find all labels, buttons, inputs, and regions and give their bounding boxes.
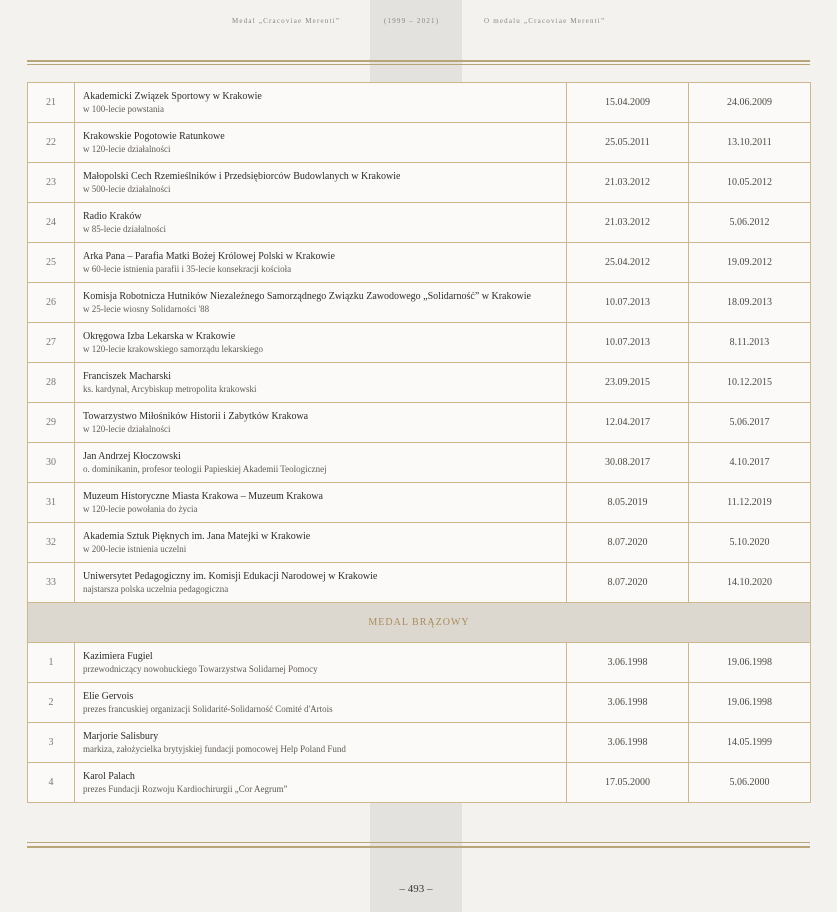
recipient-note: w 200-lecie istnienia uczelni (83, 544, 187, 554)
recipient-note: przewodniczący nowohuckiego Towarzystwa Solidarnej Pomocy (83, 664, 318, 674)
recipient-name: Radio Kraków (83, 211, 142, 222)
recipient-note: markiza, założycielka brytyjskiej fundacji pomocowej Help Poland Fund (83, 744, 346, 754)
recipient-note: prezes Fundacji Rozwoju Kardiochirurgii „Cor Aegrum” (83, 784, 288, 794)
recipient-name: Komisja Robotnicza Hutników Niezależnego Samorządnego Związku Zawodowego „Solidarność” w Krakowie (83, 291, 531, 302)
table-row (28, 243, 811, 283)
award-date: 5.06.2012 (689, 203, 811, 243)
row-number: 31 (28, 483, 75, 523)
resolution-date: 15.04.2009 (567, 83, 689, 123)
table-section (28, 603, 811, 643)
award-date: 10.12.2015 (689, 363, 811, 403)
row-number: 4 (28, 763, 75, 803)
recipient-name: Franciszek Macharski (83, 371, 172, 382)
row-description (75, 323, 567, 363)
table-row (28, 643, 811, 683)
recipient-note: w 100-lecie powstania (83, 104, 164, 114)
table-row (28, 723, 811, 763)
recipient-name: Towarzystwo Miłośników Historii i Zabytków Krakowa (83, 411, 309, 422)
row-number: 30 (28, 443, 75, 483)
award-date: 5.06.2017 (689, 403, 811, 443)
table-row (28, 163, 811, 203)
award-date: 24.06.2009 (689, 83, 811, 123)
recipient-note: najstarsza polska uczelnia pedagogiczna (83, 584, 229, 594)
row-number: 26 (28, 283, 75, 323)
award-date: 19.09.2012 (689, 243, 811, 283)
recipient-note: w 85-lecie działalności (83, 224, 166, 234)
running-head-right: O medalu „Cracoviae Merenti” (484, 17, 606, 25)
recipient-note: w 25-lecie wiosny Solidarności '88 (83, 304, 210, 314)
row-number: 32 (28, 523, 75, 563)
award-date: 5.10.2020 (689, 523, 811, 563)
recipient-note: w 60-lecie istnienia parafii i 35-lecie konsekracji kościoła (83, 264, 292, 274)
row-number: 33 (28, 563, 75, 603)
recipient-name: Karol Palach (83, 771, 135, 782)
row-description (75, 483, 567, 523)
recipient-note: w 120-lecie działalności (83, 424, 171, 434)
table-row (28, 483, 811, 523)
award-date: 11.12.2019 (689, 483, 811, 523)
row-description (75, 123, 567, 163)
resolution-date: 3.06.1998 (567, 643, 689, 683)
table-body-bottom (28, 643, 811, 803)
row-number: 2 (28, 683, 75, 723)
resolution-date: 21.03.2012 (567, 203, 689, 243)
recipient-name: Arka Pana – Parafia Matki Bożej Królowej Polski w Krakowie (83, 251, 335, 262)
row-description (75, 763, 567, 803)
table-row (28, 563, 811, 603)
resolution-date: 25.05.2011 (567, 123, 689, 163)
row-description (75, 163, 567, 203)
row-description (75, 723, 567, 763)
resolution-date: 10.07.2013 (567, 323, 689, 363)
table-row (28, 763, 811, 803)
recipient-note: w 120-lecie krakowskiego samorządu lekarskiego (83, 344, 263, 354)
recipient-name: Elie Gervois (83, 691, 134, 702)
resolution-date: 21.03.2012 (567, 163, 689, 203)
recipient-name: Okręgowa Izba Lekarska w Krakowie (83, 331, 236, 342)
recipient-note: w 120-lecie działalności (83, 144, 171, 154)
resolution-date: 30.08.2017 (567, 443, 689, 483)
award-date: 5.06.2000 (689, 763, 811, 803)
row-description (75, 203, 567, 243)
recipient-name: Jan Andrzej Kłoczowski (83, 451, 181, 462)
running-head-center: (1999 – 2021) (384, 17, 440, 25)
running-head-left: Medal „Cracoviae Merenti” (232, 17, 341, 25)
section-title: MEDAL BRĄZOWY (28, 603, 811, 643)
recipient-name: Akademicki Związek Sportowy w Krakowie (83, 91, 262, 102)
footer-rule (27, 846, 810, 848)
recipient-note: w 500-lecie działalności (83, 184, 171, 194)
resolution-date: 12.04.2017 (567, 403, 689, 443)
row-description (75, 683, 567, 723)
table-body-top (28, 83, 811, 603)
row-number: 28 (28, 363, 75, 403)
row-description (75, 443, 567, 483)
award-date: 4.10.2017 (689, 443, 811, 483)
row-description (75, 523, 567, 563)
row-number: 29 (28, 403, 75, 443)
resolution-date: 23.09.2015 (567, 363, 689, 403)
table-row (28, 203, 811, 243)
recipient-name: Krakowskie Pogotowie Ratunkowe (83, 131, 225, 142)
row-description (75, 563, 567, 603)
award-date: 19.06.1998 (689, 683, 811, 723)
page-number: – 493 – (399, 883, 433, 895)
header-rule (27, 60, 810, 62)
resolution-date: 8.07.2020 (567, 523, 689, 563)
medal-table (27, 82, 811, 803)
award-date: 14.05.1999 (689, 723, 811, 763)
recipient-name: Marjorie Salisbury (83, 731, 159, 742)
row-number: 22 (28, 123, 75, 163)
recipient-note: prezes francuskiej organizacji Solidarité-Solidarność Comité d'Artois (83, 704, 333, 714)
resolution-date: 8.05.2019 (567, 483, 689, 523)
recipient-name: Kazimiera Fugiel (83, 651, 153, 662)
row-description (75, 403, 567, 443)
row-number: 1 (28, 643, 75, 683)
table-row (28, 403, 811, 443)
recipient-name: Akademia Sztuk Pięknych im. Jana Matejki w Krakowie (83, 531, 311, 542)
table-row (28, 323, 811, 363)
award-date: 14.10.2020 (689, 563, 811, 603)
resolution-date: 3.06.1998 (567, 723, 689, 763)
award-date: 18.09.2013 (689, 283, 811, 323)
recipient-note: w 120-lecie powołania do życia (83, 504, 198, 514)
table-row (28, 523, 811, 563)
recipient-name: Uniwersytet Pedagogiczny im. Komisji Edukacji Narodowej w Krakowie (83, 571, 378, 582)
row-number: 27 (28, 323, 75, 363)
row-number: 3 (28, 723, 75, 763)
resolution-date: 8.07.2020 (567, 563, 689, 603)
recipient-note: ks. kardynał, Arcybiskup metropolita krakowski (83, 384, 257, 394)
resolution-date: 10.07.2013 (567, 283, 689, 323)
table-row (28, 363, 811, 403)
resolution-date: 3.06.1998 (567, 683, 689, 723)
award-date: 10.05.2012 (689, 163, 811, 203)
row-description (75, 83, 567, 123)
resolution-date: 17.05.2000 (567, 763, 689, 803)
recipient-name: Muzeum Historyczne Miasta Krakowa – Muzeum Krakowa (83, 491, 323, 502)
award-date: 8.11.2013 (689, 323, 811, 363)
table-row (28, 283, 811, 323)
section-header-row (28, 603, 811, 643)
row-description (75, 243, 567, 283)
recipient-note: o. dominikanin, profesor teologii Papieskiej Akademii Teologicznej (83, 464, 327, 474)
row-number: 25 (28, 243, 75, 283)
row-number: 24 (28, 203, 75, 243)
footer-rule-thin (27, 842, 810, 843)
header-rule-thin (27, 64, 810, 65)
award-date: 19.06.1998 (689, 643, 811, 683)
table-row (28, 443, 811, 483)
row-number: 21 (28, 83, 75, 123)
table-row (28, 123, 811, 163)
award-date: 13.10.2011 (689, 123, 811, 163)
row-number: 23 (28, 163, 75, 203)
row-description (75, 363, 567, 403)
table-row (28, 83, 811, 123)
resolution-date: 25.04.2012 (567, 243, 689, 283)
row-description (75, 643, 567, 683)
recipient-name: Małopolski Cech Rzemieślników i Przedsiębiorców Budowlanych w Krakowie (83, 171, 401, 182)
row-description (75, 283, 567, 323)
table-row (28, 683, 811, 723)
